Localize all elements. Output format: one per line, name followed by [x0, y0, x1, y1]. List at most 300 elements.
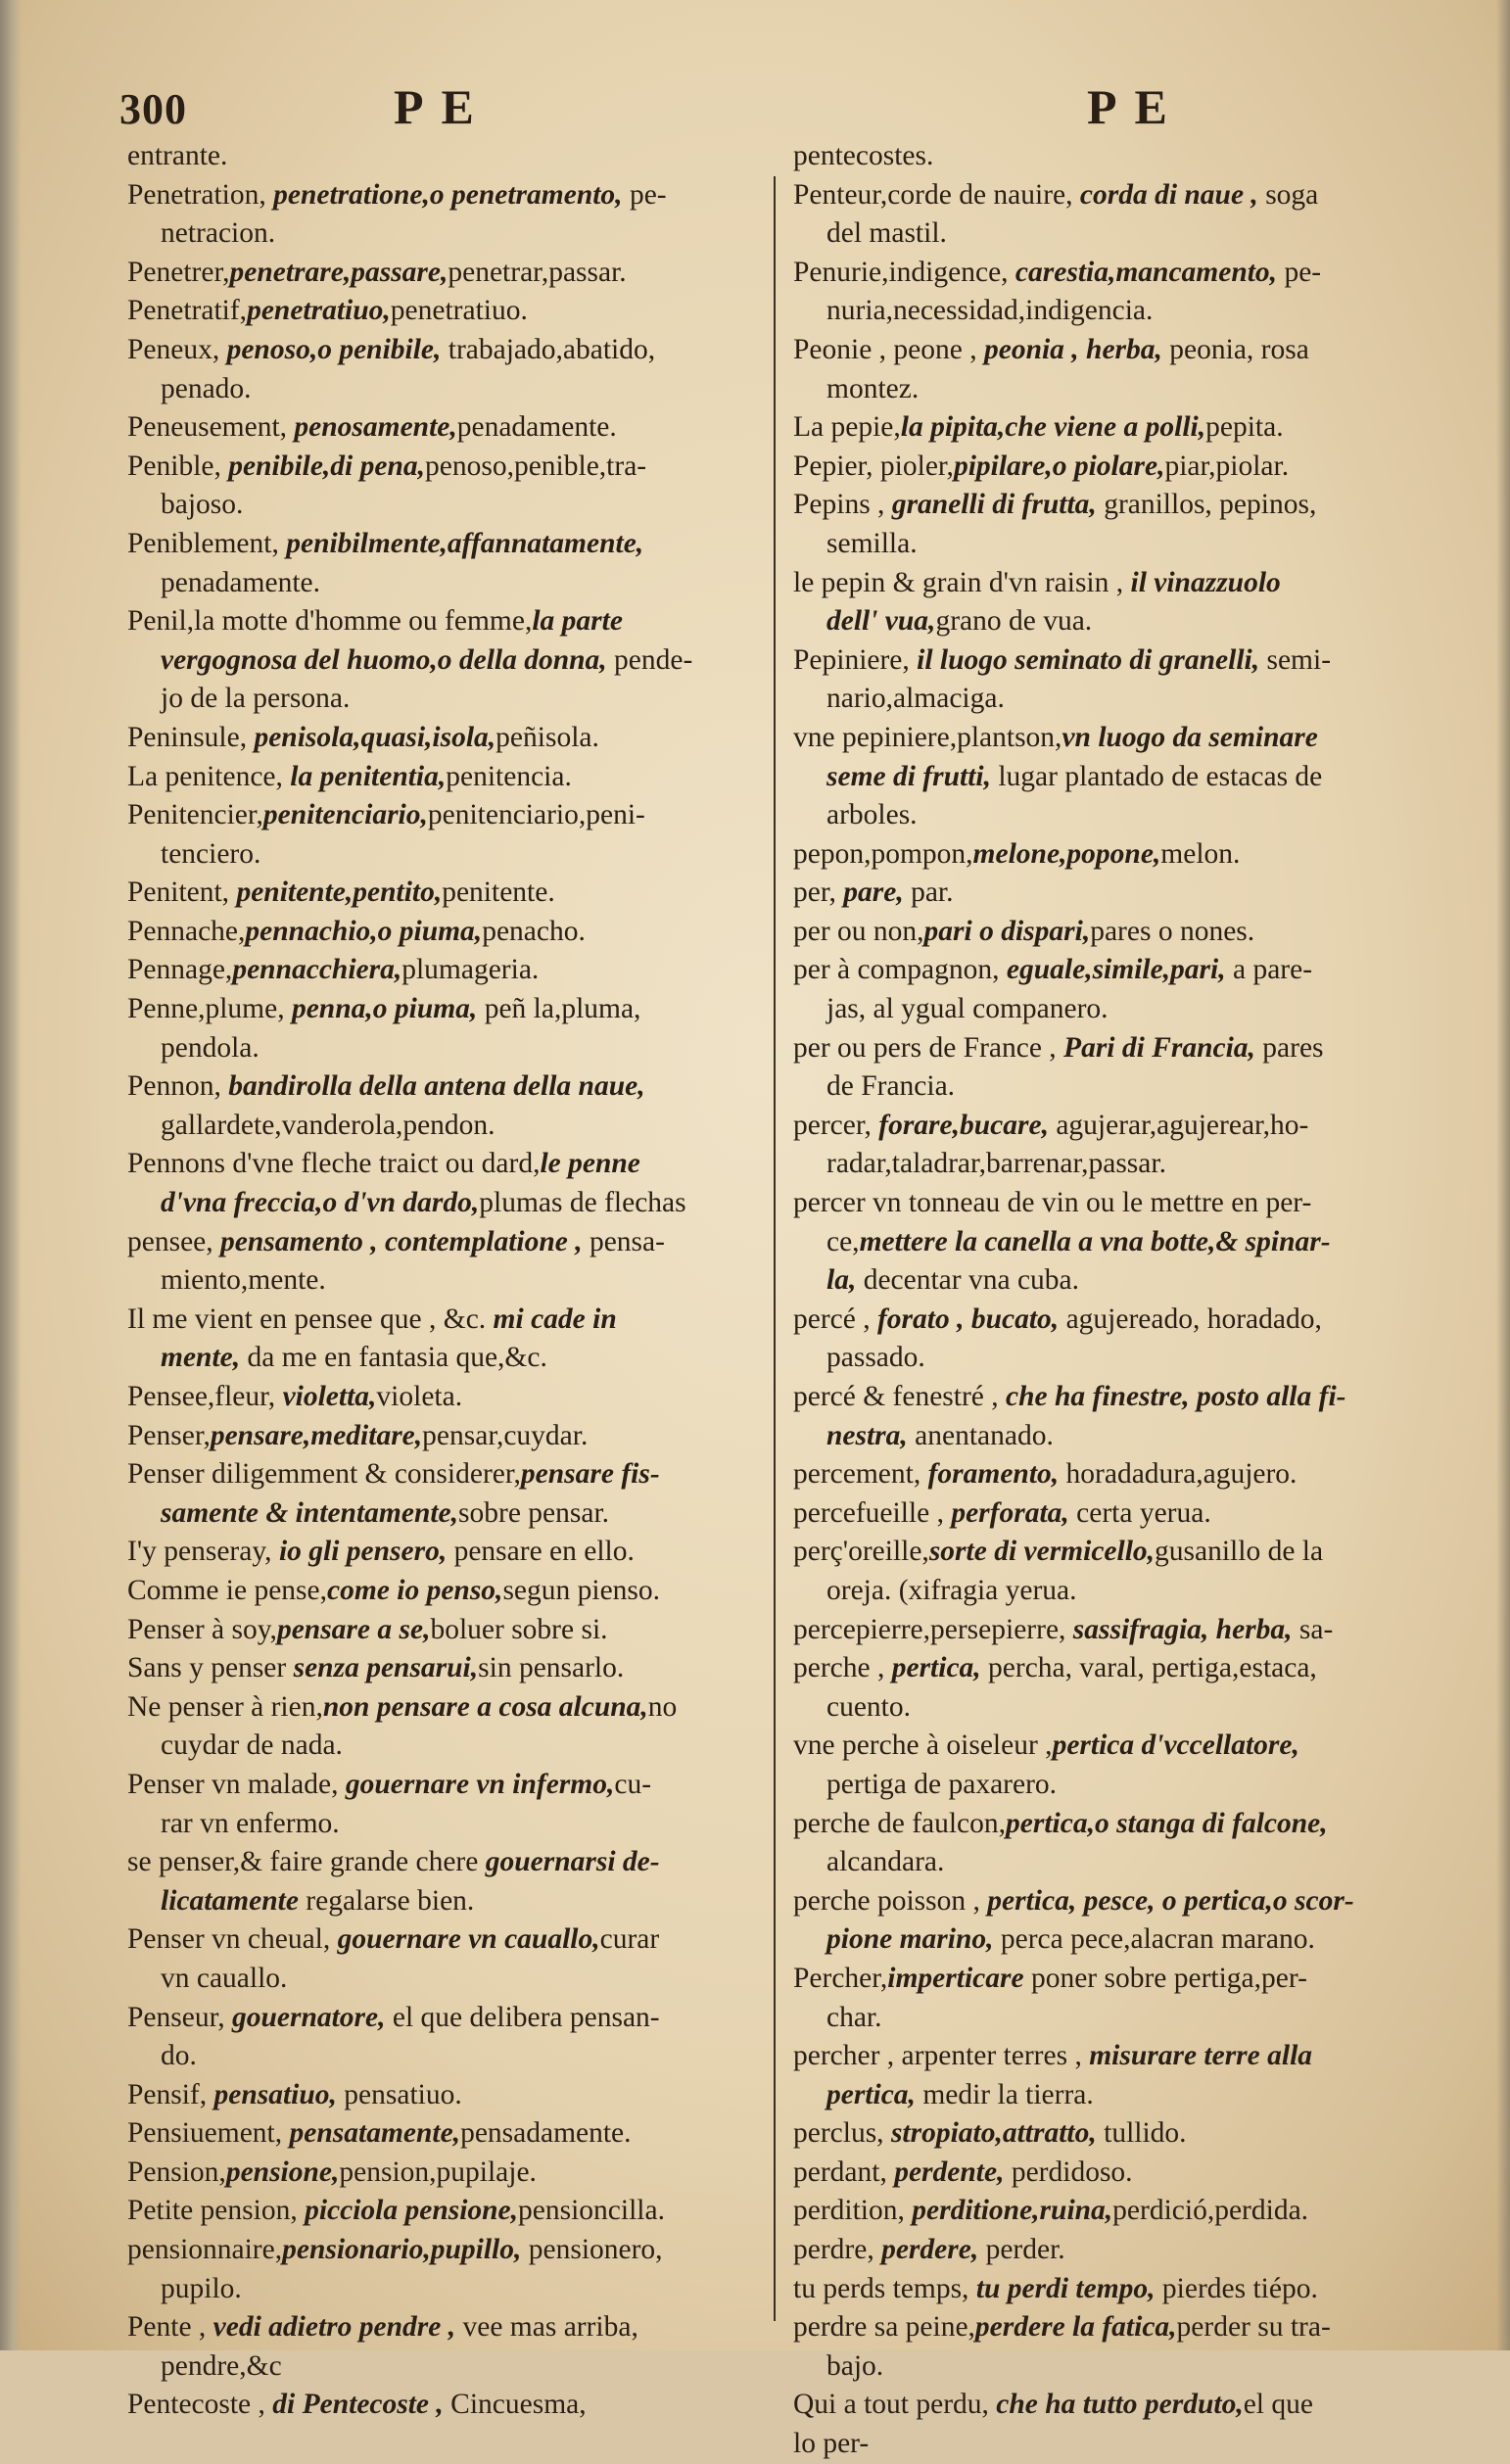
italian-gloss: pipilare,o piolare,: [953, 450, 1165, 482]
italian-gloss: vergognosa del huomo,o della donna,: [161, 643, 607, 676]
line-text: pierdes tiépo.: [1155, 2272, 1318, 2304]
italian-gloss: perforata,: [951, 1496, 1069, 1529]
line-text: Pentecoste ,: [127, 2389, 273, 2421]
line-text: pensadamente.: [460, 2117, 632, 2150]
line-text: piar,piolar.: [1164, 450, 1290, 482]
line-text: Penteur,corde de nauire,: [793, 178, 1080, 211]
italian-gloss: melone,popone,: [972, 837, 1161, 870]
line-text: gallardete,vanderola,pendon.: [161, 1109, 495, 1141]
dictionary-line: [127, 1727, 764, 1766]
line-text: Percher,: [793, 1962, 888, 1994]
line-text: curar: [599, 1923, 660, 1956]
dictionary-line: [127, 1882, 764, 1921]
line-text: gusanillo de la: [1155, 1536, 1324, 1568]
line-text: percher , arpenter terres ,: [793, 2040, 1090, 2072]
italian-gloss: mi cade in: [493, 1303, 617, 1335]
dictionary-line: [793, 1107, 1459, 1146]
dictionary-line: [793, 1649, 1459, 1688]
italian-gloss: foramento,: [927, 1458, 1060, 1491]
dictionary-line: [127, 990, 764, 1029]
dictionary-line: [127, 176, 764, 215]
line-text: perdició,perdida.: [1112, 2195, 1309, 2227]
line-text: no: [647, 1690, 678, 1723]
line-text: perdant,: [793, 2156, 895, 2188]
line-text: oreja. (xifragia yerua.: [826, 1574, 1077, 1606]
italian-gloss: forato , bucato,: [876, 1303, 1060, 1335]
page-edge-left: [0, 0, 22, 2350]
dictionary-line: [127, 2231, 764, 2270]
line-text: Pepins ,: [793, 489, 892, 521]
italian-gloss: stropiato,attratto,: [890, 2117, 1097, 2150]
italian-gloss: il luogo seminato di granelli,: [917, 643, 1260, 676]
line-text: percefueille ,: [793, 1496, 952, 1529]
dictionary-line: [127, 1920, 764, 1960]
italian-gloss: come io penso,: [327, 1574, 503, 1606]
left-column: [127, 137, 764, 2425]
italian-gloss: penna,o piuma,: [291, 993, 478, 1025]
line-text: Pennage,: [127, 954, 233, 986]
dictionary-line: [793, 176, 1459, 215]
italian-gloss: perdere la fatica,: [974, 2311, 1177, 2344]
dictionary-line: [127, 1494, 764, 1534]
dictionary-line: [793, 2347, 1459, 2387]
italian-gloss: Pari di Francia,: [1063, 1031, 1255, 1064]
italian-gloss: la parte: [532, 605, 623, 638]
dictionary-line: [127, 719, 764, 758]
line-text: Penitencier,: [127, 799, 263, 831]
line-text: peñisola.: [495, 721, 599, 753]
dictionary-line: [793, 1920, 1459, 1960]
dictionary-line: [793, 719, 1459, 758]
dictionary-line: [127, 2270, 764, 2309]
dictionary-line: [127, 1339, 764, 1378]
line-text: pensioncilla.: [518, 2195, 665, 2227]
italian-gloss: eguale,simile,pari,: [1006, 954, 1226, 986]
dictionary-line: [793, 2308, 1459, 2347]
italian-gloss: pensamento , contemplatione ,: [220, 1225, 583, 1257]
line-text: per ou pers de France ,: [793, 1031, 1064, 1064]
dictionary-line: [793, 874, 1459, 913]
italian-gloss: sorte di vermicello,: [928, 1536, 1156, 1568]
italian-gloss: penibilmente,affannatamente,: [286, 527, 644, 559]
italian-gloss: pari o dispari,: [923, 915, 1091, 947]
dictionary-line: [127, 292, 764, 331]
line-text: perdidoso.: [1004, 2156, 1133, 2188]
line-text: pertiga de paxarero.: [826, 1768, 1058, 1800]
line-text: del mastil.: [826, 217, 947, 250]
line-text: bajoso.: [161, 489, 244, 521]
line-text: netracion.: [161, 217, 276, 250]
line-text: Pension,: [127, 2156, 226, 2188]
dictionary-line: [793, 2425, 1459, 2464]
dictionary-line: [127, 2386, 764, 2425]
line-text: Il me vient en pensee que , &c.: [127, 1303, 494, 1335]
running-header-left: PE: [394, 79, 492, 134]
dictionary-line: [793, 1378, 1459, 1417]
dictionary-line: [127, 2114, 764, 2154]
dictionary-line: [793, 951, 1459, 990]
dictionary-line: [127, 486, 764, 525]
line-text: violeta.: [376, 1381, 463, 1412]
italian-gloss: d'vna freccia,o d'vn dardo,: [161, 1187, 480, 1219]
column-divider: [774, 176, 776, 2321]
line-text: Qui a tout perdu,: [793, 2389, 997, 2421]
line-text: da me en fantasia que,&c.: [240, 1342, 547, 1374]
italian-gloss: perdente,: [894, 2156, 1005, 2188]
line-text: Penurie,indigence,: [793, 256, 1015, 288]
line-text: per,: [793, 877, 844, 909]
italian-gloss: penisola,quasi,isola,: [254, 721, 496, 753]
line-text: Peninsule,: [127, 721, 255, 753]
line-text: cuento.: [826, 1690, 912, 1723]
line-text: pe-: [1277, 256, 1322, 288]
line-text: per à compagnon,: [793, 954, 1007, 986]
line-text: penadamente.: [161, 566, 320, 598]
line-text: perca pece,alacran marano.: [993, 1923, 1315, 1956]
line-text: pendre,&c: [161, 2349, 282, 2382]
line-text: Comme ie pense,: [127, 1574, 327, 1606]
dictionary-line: [127, 1029, 764, 1068]
line-text: agujereado, horadado,: [1059, 1303, 1322, 1335]
line-text: Pensif,: [127, 2078, 214, 2110]
italian-gloss: dell' vua,: [826, 605, 936, 638]
dictionary-line: [793, 1067, 1459, 1107]
dictionary-line: [793, 1805, 1459, 1844]
dictionary-line: [127, 1533, 764, 1572]
italian-gloss: forare,bucare,: [878, 1109, 1049, 1141]
italian-gloss: penitenciario,: [262, 799, 428, 831]
line-text: pensionnaire,: [127, 2234, 283, 2266]
line-text: Penne,plume,: [127, 993, 292, 1025]
italian-gloss: senza pensarui,: [293, 1652, 479, 1684]
line-text: Penetrer,: [127, 256, 230, 288]
italian-gloss: pensionario,pupillo,: [282, 2234, 522, 2266]
dictionary-line: [127, 1572, 764, 1611]
italian-gloss: pione marino,: [826, 1923, 994, 1956]
dictionary-line: [127, 2076, 764, 2115]
dictionary-line: [793, 1145, 1459, 1184]
line-text: miento,mente.: [161, 1264, 326, 1297]
line-text: Penible,: [127, 450, 229, 482]
italian-gloss: violetta,: [282, 1381, 377, 1412]
line-text: vne pepiniere,plantson,: [793, 721, 1062, 753]
line-text: do.: [161, 2040, 197, 2072]
italian-gloss: samente & intentamente,: [161, 1496, 459, 1529]
italian-gloss: pensare a se,: [276, 1613, 431, 1645]
italian-gloss: penoso,o penibile,: [226, 333, 442, 365]
dictionary-line: [127, 602, 764, 641]
line-text: Penitent,: [127, 877, 237, 909]
italian-gloss: pennacchiera,: [232, 954, 402, 986]
line-text: tenciero.: [161, 837, 261, 870]
italian-gloss: la pipita,che viene a polli,: [900, 411, 1206, 444]
italian-gloss: pennachio,o piuma,: [245, 915, 483, 947]
line-text: percement,: [793, 1458, 928, 1491]
italian-gloss: perdere,: [881, 2234, 979, 2266]
line-text: Pensee,fleur,: [127, 1381, 283, 1412]
italian-gloss: pare,: [843, 877, 904, 909]
dictionary-line: [127, 1611, 764, 1650]
line-text: alcandara.: [826, 1846, 945, 1878]
line-text: arboles.: [826, 799, 918, 831]
line-text: percha, varal, pertiga,estaca,: [980, 1652, 1317, 1684]
italian-gloss: pertica,o stanga di falcone,: [1006, 1807, 1328, 1839]
dictionary-line: [127, 1960, 764, 1999]
line-text: Pennache,: [127, 915, 246, 947]
dictionary-line: [793, 2192, 1459, 2231]
dictionary-line: [793, 835, 1459, 875]
dictionary-line: [793, 1843, 1459, 1882]
line-text: perder.: [978, 2234, 1065, 2266]
line-text: perdition,: [793, 2195, 913, 2227]
line-text: vee mas arriba,: [455, 2311, 638, 2344]
line-text: penitenciario,peni-: [427, 799, 645, 831]
line-text: penetrar,passar.: [448, 256, 627, 288]
dictionary-line: [793, 758, 1459, 797]
italian-gloss: mettere la canella a vna botte,& spinar-: [859, 1225, 1331, 1257]
dictionary-line: [127, 564, 764, 603]
line-text: granillos, pepinos,: [1096, 489, 1317, 521]
italian-gloss: penosamente,: [294, 411, 457, 444]
line-text: Pensiuement,: [127, 2117, 290, 2150]
dictionary-line: [793, 1882, 1459, 1921]
line-text: La penitence,: [127, 760, 291, 792]
italian-gloss: perditione,ruina,: [912, 2195, 1113, 2227]
italian-gloss: gouernarsi de-: [485, 1846, 660, 1878]
italian-gloss: penitente,pentito,: [236, 877, 443, 909]
line-text: regalarse bien.: [298, 1884, 475, 1917]
line-text: Penil,la motte d'homme ou femme,: [127, 605, 533, 638]
line-text: cu-: [614, 1768, 652, 1800]
dictionary-line: [127, 370, 764, 409]
line-text: plumas de flechas: [479, 1187, 686, 1219]
dictionary-line: [793, 602, 1459, 641]
dictionary-line: [127, 1843, 764, 1882]
dictionary-line: [793, 1611, 1459, 1650]
line-text: plumageria.: [401, 954, 540, 986]
line-text: jo de la persona.: [161, 683, 351, 715]
italian-gloss: penetratione,o penetramento,: [273, 178, 623, 211]
line-text: Peniblement,: [127, 527, 287, 559]
line-text: perche ,: [793, 1652, 892, 1684]
dictionary-line: [793, 990, 1459, 1029]
dictionary-line: [127, 2154, 764, 2193]
line-text: montez.: [826, 372, 920, 404]
dictionary-line: [793, 331, 1459, 370]
dictionary-line: [793, 2114, 1459, 2154]
dictionary-line: [793, 254, 1459, 293]
line-text: penado.: [161, 372, 252, 404]
dictionary-line: [793, 292, 1459, 331]
dictionary-line: [127, 1378, 764, 1417]
dictionary-line: [793, 1301, 1459, 1340]
dictionary-line: [793, 680, 1459, 719]
line-text: pendola.: [161, 1031, 260, 1064]
line-text: le pepin & grain d'vn raisin ,: [793, 566, 1131, 598]
italian-gloss: le penne: [540, 1148, 640, 1180]
dictionary-line: [793, 1455, 1459, 1494]
dictionary-line: [127, 1261, 764, 1301]
italian-gloss: penibile,di pena,: [228, 450, 426, 482]
line-text: nario,almaciga.: [826, 683, 1005, 715]
italian-gloss: vedi adietro pendre ,: [212, 2311, 456, 2344]
dictionary-line: [793, 2231, 1459, 2270]
dictionary-line: [793, 641, 1459, 681]
line-text: certa yerua.: [1068, 1496, 1211, 1529]
line-text: I'y penseray,: [127, 1536, 279, 1568]
dictionary-line: [127, 1649, 764, 1688]
line-text: soga: [1257, 178, 1319, 211]
dictionary-line: [793, 2037, 1459, 2076]
dictionary-line: [127, 758, 764, 797]
italian-gloss: tu perdi tempo,: [975, 2272, 1156, 2304]
line-text: Penser,: [127, 1419, 211, 1451]
dictionary-line: [793, 2270, 1459, 2309]
dictionary-line: [127, 1184, 764, 1223]
italian-gloss: picciola pensione,: [305, 2195, 519, 2227]
line-text: radar,taladrar,barrenar,passar.: [826, 1148, 1166, 1180]
line-text: percé & fenestré ,: [793, 1381, 1007, 1412]
dictionary-line: [127, 1455, 764, 1494]
dictionary-line: [127, 2308, 764, 2347]
dictionary-line: [793, 1727, 1459, 1766]
line-text: lugar plantado de estacas de: [990, 760, 1323, 792]
dictionary-line: [127, 1766, 764, 1805]
line-text: perclus,: [793, 2117, 891, 2150]
line-text: percepierre,persepierre,: [793, 1613, 1073, 1645]
dictionary-line: [793, 1688, 1459, 1728]
line-text: Penetration,: [127, 178, 274, 211]
italian-gloss: licatamente: [161, 1884, 299, 1917]
dictionary-line: [127, 1688, 764, 1728]
dictionary-line: [127, 1145, 764, 1184]
line-text: penoso,penible,tra-: [425, 450, 647, 482]
dictionary-line: [793, 796, 1459, 835]
dictionary-line: [793, 2076, 1459, 2115]
line-text: a pare-: [1225, 954, 1313, 986]
italian-gloss: granelli di frutta,: [891, 489, 1097, 521]
italian-gloss: il vinazzuolo: [1130, 566, 1281, 598]
dictionary-line: [793, 408, 1459, 448]
line-text: pensa-: [582, 1225, 665, 1257]
line-text: pensatiuo.: [336, 2078, 462, 2110]
line-text: pensionero,: [521, 2234, 663, 2266]
line-text: ce,: [826, 1225, 860, 1257]
dictionary-line: [793, 486, 1459, 525]
italian-gloss: pensatamente,: [289, 2117, 461, 2150]
line-text: pepita.: [1205, 411, 1284, 444]
line-text: percé ,: [793, 1303, 877, 1335]
italian-gloss: pertica,: [891, 1652, 981, 1684]
line-text: char.: [826, 2001, 882, 2033]
line-text: entrante.: [127, 140, 228, 171]
line-text: medir la tierra.: [915, 2078, 1094, 2110]
line-text: par.: [903, 877, 954, 909]
dictionary-line: [127, 2347, 764, 2387]
dictionary-line: [127, 1999, 764, 2038]
line-text: semi-: [1259, 643, 1332, 676]
italian-gloss: pertica,: [826, 2078, 916, 2110]
line-text: perdre sa peine,: [793, 2311, 975, 2344]
italian-gloss: non pensare a cosa alcuna,: [322, 1690, 648, 1723]
dictionary-line: [793, 214, 1459, 254]
dictionary-line: [793, 1572, 1459, 1611]
line-text: tu perds temps,: [793, 2272, 976, 2304]
line-text: peñ la,pluma,: [477, 993, 641, 1025]
dictionary-line: [793, 2386, 1459, 2425]
dictionary-line: [127, 214, 764, 254]
line-text: Pepier, pioler,: [793, 450, 954, 482]
dictionary-line: [127, 1067, 764, 1107]
line-text: penetratiuo.: [390, 295, 528, 327]
dictionary-line: [127, 1417, 764, 1456]
line-text: Peneux,: [127, 333, 227, 365]
line-text: lo per-: [793, 2428, 870, 2460]
dictionary-line: [127, 913, 764, 952]
line-text: percer,: [793, 1109, 879, 1141]
italian-gloss: penetratiuo,: [247, 295, 391, 327]
dictionary-line: [793, 1029, 1459, 1068]
dictionary-line: [793, 1999, 1459, 2038]
line-text: pensare en ello.: [447, 1536, 635, 1568]
line-text: pende-: [606, 643, 693, 676]
dictionary-line: [793, 448, 1459, 487]
italian-gloss: gouernare vn cauallo,: [337, 1923, 600, 1956]
line-text: vne perche à oiseleur ,: [793, 1730, 1053, 1762]
line-text: Penseur,: [127, 2001, 232, 2033]
italian-gloss: sassifragia, herba,: [1072, 1613, 1293, 1645]
dictionary-line: [127, 2037, 764, 2076]
dictionary-line: [793, 564, 1459, 603]
dictionary-line: [127, 835, 764, 875]
line-text: Penser vn malade,: [127, 1768, 346, 1800]
dictionary-line: [793, 1223, 1459, 1262]
line-text: Pente ,: [127, 2311, 213, 2344]
dictionary-line: [793, 1533, 1459, 1572]
dictionary-line: [127, 448, 764, 487]
italian-gloss: la penitentia,: [290, 760, 447, 792]
italian-gloss: di Pentecoste ,: [272, 2389, 444, 2421]
line-text: perdre,: [793, 2234, 882, 2266]
dictionary-line: [127, 408, 764, 448]
italian-gloss: pertica, pesce, o pertica,o scor-: [987, 1884, 1354, 1917]
line-text: de Francia.: [826, 1070, 956, 1103]
dictionary-line: [793, 913, 1459, 952]
dictionary-line: [127, 1107, 764, 1146]
right-column: [793, 137, 1459, 2464]
line-text: el que: [1243, 2389, 1313, 2421]
line-text: pentecostes.: [793, 140, 934, 171]
line-text: el que delibera pensan-: [385, 2001, 660, 2033]
line-text: percer vn tonneau de vin ou le mettre en per-: [793, 1187, 1312, 1219]
dictionary-line: [793, 137, 1459, 176]
line-text: horadadura,agujero.: [1059, 1458, 1298, 1491]
line-text: Petite pension,: [127, 2195, 306, 2227]
italian-gloss: imperticare: [887, 1962, 1024, 1994]
italian-gloss: la,: [826, 1264, 857, 1297]
dictionary-line: [793, 1766, 1459, 1805]
italian-gloss: seme di frutti,: [826, 760, 991, 792]
italian-gloss: pensare fis-: [520, 1458, 660, 1491]
italian-gloss: peonia , herba,: [983, 333, 1162, 365]
line-text: poner sobre pertiga,per-: [1023, 1962, 1307, 1994]
line-text: decentar vna cuba.: [856, 1264, 1080, 1297]
line-text: nuria,necessidad,indigencia.: [826, 295, 1154, 327]
dictionary-line: [127, 254, 764, 293]
line-text: passado.: [826, 1342, 925, 1374]
dictionary-line: [127, 680, 764, 719]
italian-gloss: carestia,mancamento,: [1015, 256, 1278, 288]
